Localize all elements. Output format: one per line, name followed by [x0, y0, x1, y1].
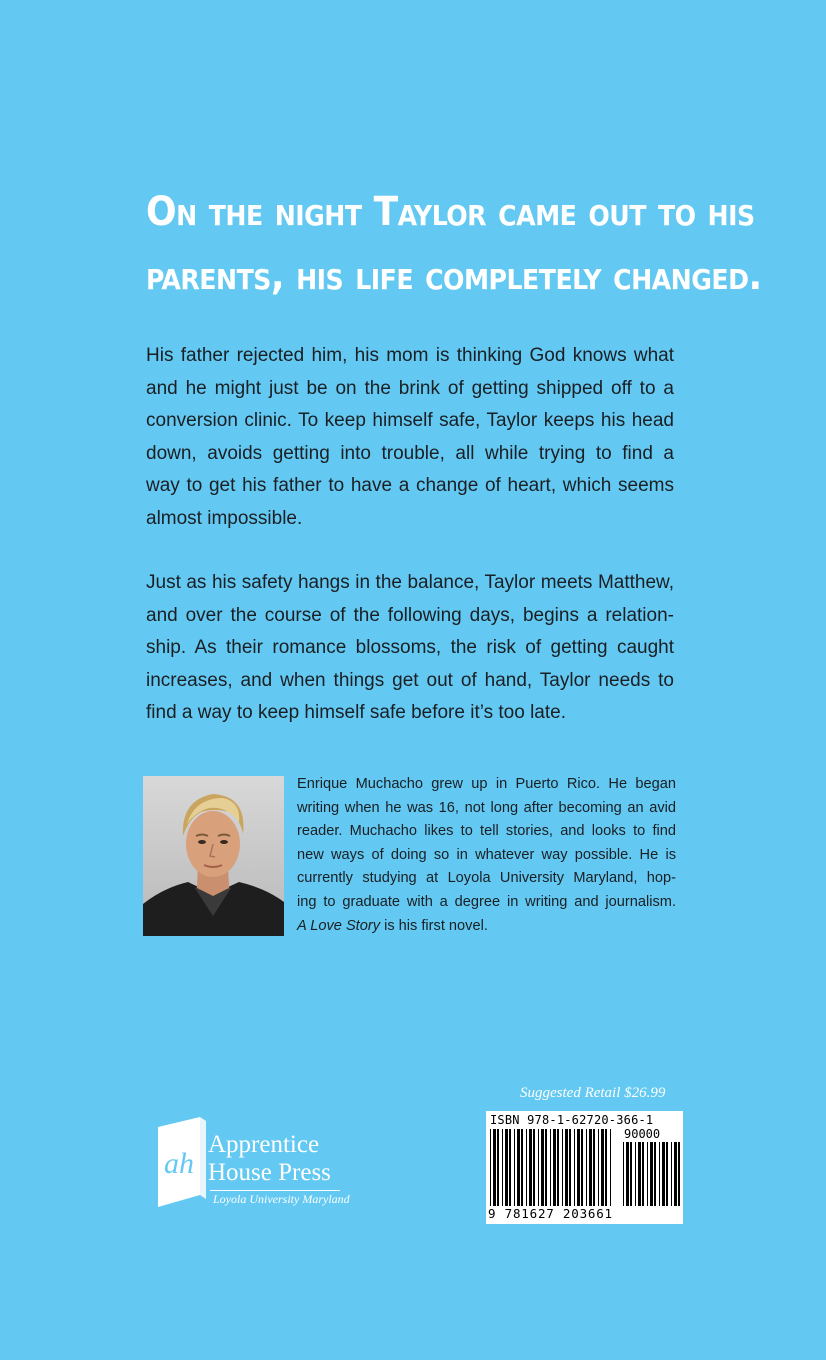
barcode-bar — [626, 1142, 629, 1206]
barcode-bar — [529, 1129, 532, 1206]
bio-line: Enrique Muchacho grew up in Puerto Rico. He began — [297, 776, 676, 792]
barcode-bar — [647, 1142, 648, 1206]
barcode-bar — [509, 1129, 511, 1206]
synopsis-line: conversion clinic. To keep himself safe, Taylor keeps his head — [146, 410, 674, 431]
barcode-bar — [517, 1129, 520, 1206]
barcode-bar — [598, 1129, 599, 1206]
synopsis-line: His father rejected him, his mom is thinking God knows what — [146, 345, 674, 366]
barcode-bar — [569, 1129, 571, 1206]
suggested-retail-price: Suggested Retail $26.99 — [520, 1085, 666, 1101]
synopsis-line: ship. As their romance blossoms, the risk of getting caught — [146, 637, 674, 658]
synopsis-line: and over the course of the following days, begins a relation- — [146, 604, 674, 626]
barcode-bar — [505, 1129, 508, 1206]
price-addon-code: 90000 — [624, 1127, 661, 1141]
synopsis-line: increases, and when things get out of hand, Taylor needs to — [146, 669, 674, 691]
isbn-number: ISBN 978-1-62720-366-1 — [490, 1113, 654, 1127]
headline-line-1: On the night Taylor came out to his — [146, 189, 755, 235]
barcode-bar — [601, 1129, 604, 1206]
bio-line-rest: is his first novel. — [380, 917, 488, 934]
barcode-bar — [533, 1129, 535, 1206]
barcode-bar — [502, 1129, 503, 1206]
barcode-bar — [630, 1142, 632, 1206]
barcode-bar — [650, 1142, 653, 1206]
synopsis-line: down, avoids getting into trouble, all while trying to find a — [146, 442, 674, 464]
barcode-bar — [593, 1129, 595, 1206]
barcode-bar — [526, 1129, 527, 1206]
barcode-bar — [514, 1129, 515, 1206]
publisher-affiliation: Loyola University Maryland — [213, 1192, 350, 1206]
barcode-bar — [642, 1142, 644, 1206]
barcode-bar — [545, 1129, 547, 1206]
barcode-bar — [521, 1129, 523, 1206]
book-title: A Love Story — [297, 917, 381, 934]
barcode-bar — [638, 1142, 641, 1206]
publisher-name-line-1: Apprentice — [208, 1131, 320, 1158]
barcode-bar — [662, 1142, 665, 1206]
barcode-bar — [589, 1129, 592, 1206]
barcode-bar — [666, 1142, 668, 1206]
barcode-bar — [623, 1142, 624, 1206]
barcode-bar — [550, 1129, 551, 1206]
barcode-bar — [586, 1129, 587, 1206]
barcode-bar — [610, 1129, 611, 1206]
monogram-letters: ah — [164, 1147, 194, 1180]
barcode-bar — [541, 1129, 544, 1206]
bio-line: currently studying at Loyola University Maryland, hop- — [297, 870, 676, 887]
barcode-bar — [497, 1129, 499, 1206]
bio-line: reader. Muchacho likes to tell stories, and looks to find — [297, 823, 676, 840]
barcode-bar — [577, 1129, 580, 1206]
barcode-bar — [565, 1129, 568, 1206]
barcode-bar — [678, 1142, 680, 1206]
synopsis-line: way to get his father to have a change of heart, which seems — [146, 475, 674, 496]
barcode-bar — [654, 1142, 656, 1206]
barcode-bar — [635, 1142, 636, 1206]
barcode-bar — [581, 1129, 583, 1206]
headline-line-2: parents, his life completely changed. — [146, 253, 762, 299]
barcode-digits: 9 781627 203661 — [488, 1206, 613, 1221]
barcode-bar — [493, 1129, 496, 1206]
synopsis-line: almost impossible. — [146, 507, 303, 529]
barcode-bar — [562, 1129, 563, 1206]
barcode-bar — [538, 1129, 539, 1206]
bio-line: writing when he was 16, not long after becoming an avid — [297, 799, 676, 816]
barcode-bar — [574, 1129, 575, 1206]
barcode-bar — [605, 1129, 607, 1206]
bio-line: ing to graduate with a degree in writing and journalism. — [297, 893, 676, 910]
barcode-bar — [671, 1142, 672, 1206]
bio-line: new ways of doing so in whatever way possible. He is — [297, 846, 676, 863]
barcode-bar — [553, 1129, 556, 1206]
publisher-name-line-2: House Press — [208, 1159, 331, 1186]
synopsis-line: find a way to keep himself safe before it’s too late. — [146, 702, 566, 723]
synopsis-line: Just as his safety hangs in the balance, Taylor meets Matthew, — [146, 572, 674, 593]
barcode-bar — [659, 1142, 660, 1206]
barcode-bar — [674, 1142, 677, 1206]
barcode-bar — [490, 1129, 491, 1206]
barcode-bar — [557, 1129, 559, 1206]
synopsis-line: and he might just be on the brink of getting shipped off to a — [146, 377, 674, 399]
